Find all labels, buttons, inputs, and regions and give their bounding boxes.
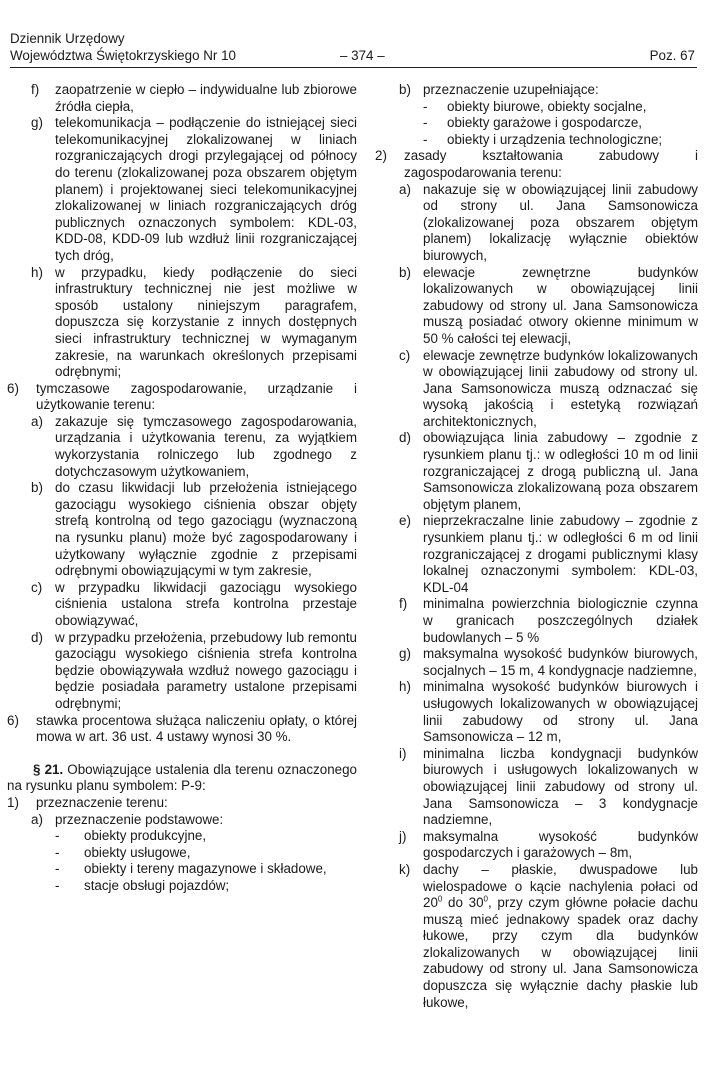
list-marker: a) [31,811,43,827]
superscript: 0 [437,894,443,904]
list-text: w przypadku, kiedy podłączenie do sieci infrastruktury technicznej nie jest możliwe w sposób ustalony niniejszym paragrafem, dopuszcza się korzystanie z innych dostępnych sieci infrastruktury technicznej w wymaganym zakresie, na warunkach określonych przepisami odrębnymi; [55,264,357,380]
list-text: elewacje zewnętrze budynków lokalizowanych w obowiązującej linii zabudowy od strony ul. Jana Samsonowicza muszą odznaczać się wysoką jakością i estetyką rozwiązań architektonicznych, [423,347,698,429]
list-text: obiekty garażowe i gospodarcze, [447,115,643,131]
list-marker: j) [399,828,407,844]
list-marker: k) [399,861,411,877]
list-text: maksymalna wysokość budynków gospodarczych i garażowych – 8m, [423,828,698,861]
list-text: przeznaczenie podstawowe: [55,811,224,827]
list-item [375,99,698,116]
list-text: elewacje zewnętrzne budynków lokalizowanych w obowiązującej linii zabudowy od strony ul. Jana Samsonowicza muszą posiadać otwory okienne minimum w 50 % całości tej elewacji, [423,264,698,346]
list-marker: b) [399,82,411,97]
list-marker: e) [399,513,411,529]
list-item [7,713,357,746]
list-item [375,348,698,431]
list-marker: c) [31,579,43,595]
list-item [375,265,698,348]
list-marker: - [423,131,428,147]
list-item [375,115,698,132]
list-text: telekomunikacja – podłączenie do istniejącej sieci telekomunikacyjnej zlokalizowanej w liniach rozgraniczających drogi przylegającej od północy do terenu (zlokalizowanej poza obszarem objętym planem) i projektowanej sieci telekomunikacyjnej zlokalizowanej w liniach rozgraniczających dróg publicznych oznaczonych symbolem: KDL-03, KDD-08, KDD-09 lub wzdłuż linii rozgraniczającej tych dróg, [55,115,357,263]
list-item [375,182,698,265]
page-number: – 374 – [340,48,385,63]
list-item [375,596,698,646]
list-item [7,861,357,878]
list-marker: b) [399,264,411,280]
list-marker: d) [399,430,411,446]
list-item [7,845,357,862]
list-marker: 1) [7,794,19,810]
list-text: obiekty i urządzenia technologiczne; [447,131,663,147]
list-text: nakazuje się w obowiązującej linii zabudowy od strony ul. Jana Samsonowicza (zlokalizowanej poza obszarem objętym planem) lokalizację wyłącznie obiektów biurowych, [423,181,698,263]
list-text: nieprzekraczalne linie zabudowy – zgodnie z rysunkiem planu tj.: w odległości 6 m od linii rozgraniczającej z drogami publicznymi klasy lokalnej oznaczonymi symbolem: KDL-03, KDL-04 [423,513,698,595]
list-text: obiekty produkcyjne, [84,828,207,844]
list-marker: - [55,844,60,860]
list-text: w przypadku likwidacji gazociągu wysokiego ciśnienia ustalona strefa kontrolna przestaje obowiązywać, [55,579,357,628]
list-item [375,82,698,99]
list-text: w przypadku przełożenia, przebudowy lub remontu gazociągu wysokiego ciśnienia strefa kontrolna będzie obowiązywała wzdłuż nowego gazociągu i będzie posiadała parametry ustalone przepisami odrębnymi; [55,629,357,711]
list-marker: - [423,98,428,114]
list-text: przeznaczenie terenu: [36,794,168,810]
left-list-2 [7,795,357,895]
publication-title [10,30,236,64]
list-item [375,862,698,1011]
page-header [10,30,697,68]
list-text: minimalna powierzchnia biologicznie czynna w granicach poszczególnych działek budowlanych – 5 % [423,596,698,645]
list-marker: a) [399,181,411,197]
list-item [7,82,357,115]
list-item [7,878,357,895]
list-text: obiekty biurowe, obiekty socjalne, [447,98,647,114]
list-text: obowiązująca linia zabudowy – zgodnie z rysunkiem planu tj.: w odległości 10 m od linii rozgraniczającej z drogą publiczną ul. Jana Samsonowicza zlokalizowaną poza obszarem objętym planem, [423,430,698,512]
list-item [375,430,698,513]
list-text: maksymalna wysokość budynków biurowych, socjalnych – 15 m, 4 kondygnacje nadziemne, [423,646,698,678]
list-item [7,480,357,580]
left-list [7,82,357,746]
header-rule [10,67,697,68]
superscript: 0 [483,894,488,904]
list-marker: - [55,861,60,877]
list-item [7,381,357,414]
list-marker: b) [31,480,43,496]
list-text: obiekty usługowe, [84,844,191,860]
list-marker: h) [399,679,411,695]
right-list [375,82,698,862]
list-text: zakazuje się tymczasowego zagospodarowania, urządzania i użytkowania terenu, za wyjątkiem wykorzystania rolniczego lub zgodnego z dotychczasowym użytkowaniem, [55,413,357,479]
paragraph-21 [7,762,357,795]
paragraph-number: § 21. [33,761,64,777]
list-marker: - [55,877,60,893]
list-text: stacje obsługi pojazdów; [84,877,230,893]
list-marker: g) [399,646,411,662]
list-marker: d) [31,629,43,645]
list-item [7,795,357,812]
list-item [375,646,698,679]
list-item [375,829,698,862]
list-marker: 6) [7,712,19,728]
list-item [375,746,698,829]
list-marker: - [55,828,60,844]
list-marker: h) [31,264,43,280]
list-marker: g) [31,115,43,131]
list-item [375,148,698,181]
list-item [7,115,357,264]
list-item [7,414,357,480]
list-text: zaopatrzenie w ciepło – indywidualne lub zbiorowe źródła ciepła, [55,82,357,114]
publication-name: Dziennik Urzędowy [10,31,125,46]
list-text-part: dachy – płaskie, dwuspadowe lub wielospadowe o kącie nachylenia połaci od 20 [423,861,698,911]
list-item [7,630,357,713]
list-text: obiekty i tereny magazynowe i składowe, [84,861,327,877]
list-text-part: do 30 [442,895,484,911]
list-item [7,828,357,845]
list-marker: i) [399,745,407,761]
list-marker: a) [31,413,43,429]
list-marker: 6) [7,380,19,396]
list-marker: - [423,115,428,131]
list-text: zasady kształtowania zabudowy i zagospodarowania terenu: [404,148,698,180]
list-text: minimalna wysokość budynków biurowych i usługowych lokalizowanych w obowiązującej linii zabudowy od strony ul. Jana Samsonowicza – 12 m, [423,679,698,745]
list-item [7,812,357,829]
right-column [375,82,698,1011]
list-text: tymczasowe zagospodarowanie, urządzanie i użytkowanie terenu: [36,380,357,413]
list-text: minimalna liczba kondygnacji budynków biurowych i usługowych lokalizowanych w obowiązującej linii zabudowy od strony ul. Jana Samsonowicza – 3 kondygnacje nadziemne, [423,745,698,828]
list-item [375,679,698,745]
list-item [375,513,698,596]
list-text: do czasu likwidacji lub przełożenia istniejącego gazociągu wysokiego ciśnienia obszar objęty strefą kontrolną od tego gazociągu (wyznaczoną na rysunku planu) może być zagospodarowany i użytkowany wyłącznie zgodnie z przepisami odrębnymi obowiązującymi w tym zakresie, [55,480,357,579]
list-marker: 2) [375,148,387,164]
list-item [375,132,698,149]
position-number: Poz. 67 [649,48,695,63]
list-item [7,580,357,630]
list-text-part: , przy czym główne połacie dachu muszą mieć jednakowy spadek oraz dachy łukowe, przy czym dla budynków zlokalizowanych w obowiązującej linii zabudowy od strony ul. Jana Samsonowicza dopuszcza się wyłącznie dachy płaskie lub łukowe, [423,895,698,1010]
list-text: przeznaczenie uzupełniające: [423,82,599,97]
paragraph-text: Obowiązujące ustalenia dla terenu oznaczonego na rysunku planu symbolem: P-9: [7,761,357,794]
list-text [423,862,698,1011]
list-marker: c) [399,347,411,363]
publication-issue: Województwa Świętokrzyskiego Nr 10 [10,48,236,63]
list-text: stawka procentowa służąca naliczeniu opłaty, o której mowa w art. 36 ust. 4 ustawy wynosi 30 %. [36,712,357,745]
list-marker: f) [31,82,40,97]
list-marker: f) [399,596,408,612]
list-item [7,265,357,381]
left-column [7,82,357,895]
